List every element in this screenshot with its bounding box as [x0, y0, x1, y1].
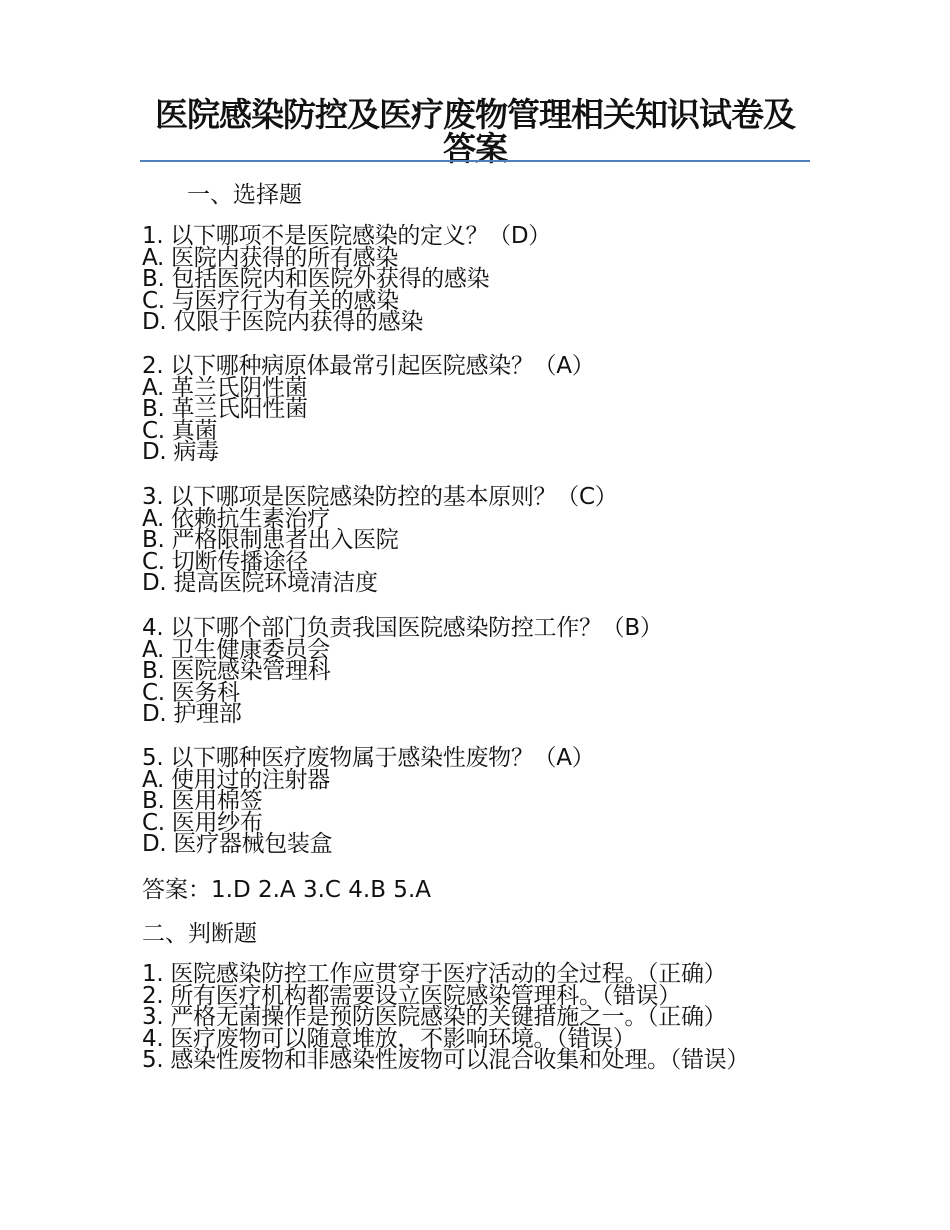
question-4: [142, 615, 782, 727]
judgement-item: 3. 严格无菌操作是预防医院感染的关键措施之一。（正确）: [142, 1004, 727, 1030]
option-c: C. 与医疗行为有关的感染: [142, 287, 399, 314]
option-b: B. 革兰氏阳性菌: [142, 396, 308, 422]
answer-key: 答案：1.D 2.A 3.C 4.B 5.A: [142, 877, 431, 903]
option-a: A. 使用过的注射器: [142, 766, 330, 793]
option-d: D. 提高医院环境清洁度: [142, 570, 378, 596]
option-d: D. 护理部: [142, 701, 242, 727]
judgement-item: 2. 所有医疗机构都需要设立医院感染管理科。（错误）: [142, 982, 681, 1009]
judgement-item: 5. 感染性废物和非感染性废物可以混合收集和处理。（错误）: [142, 1047, 750, 1073]
option-a: A. 依赖抗生素治疗: [142, 505, 330, 532]
question-text: 1. 以下哪项不是医院感染的定义？（D）: [142, 223, 551, 249]
section-heading-judgement: 二、判断题: [142, 921, 257, 947]
judgement-item: 4. 医疗废物可以随意堆放，不影响环境。（错误）: [142, 1025, 636, 1052]
option-d: D. 病毒: [142, 439, 219, 465]
question-2: [142, 353, 782, 465]
judgement-list: [142, 961, 792, 1073]
question-text: 5. 以下哪种医疗废物属于感染性废物？（A）: [142, 745, 595, 771]
question-text: 2. 以下哪种病原体最常引起医院感染？（A）: [142, 353, 595, 379]
option-a: A. 革兰氏阴性菌: [142, 374, 308, 401]
question-3: [142, 484, 782, 596]
title-underline: [140, 160, 810, 162]
option-b: B. 包括医院内和医院外获得的感染: [142, 266, 490, 292]
section-heading-choice: 一、选择题: [187, 182, 302, 208]
option-c: C. 切断传播途径: [142, 548, 308, 575]
option-d: D. 仅限于医院内获得的感染: [142, 309, 424, 335]
question-5: [142, 745, 782, 857]
judgement-item: 1. 医院感染防控工作应贯穿于医疗活动的全过程。（正确）: [142, 961, 727, 987]
question-text: 4. 以下哪个部门负责我国医院感染防控工作？（B）: [142, 615, 663, 641]
option-c: C. 医用纱布: [142, 809, 263, 836]
option-b: B. 医院感染管理科: [142, 658, 331, 684]
question-1: [142, 223, 782, 335]
option-c: C. 真菌: [142, 417, 218, 444]
document-title: 医院感染防控及医疗废物管理相关知识试卷及答案: [155, 95, 795, 168]
option-c: C. 医务科: [142, 679, 240, 706]
option-b: B. 严格限制患者出入医院: [142, 527, 399, 553]
option-a: A. 卫生健康委员会: [142, 636, 330, 663]
question-text: 3. 以下哪项是医院感染防控的基本原则？（C）: [142, 484, 618, 510]
option-d: D. 医疗器械包装盒: [142, 831, 333, 857]
option-b: B. 医用棉签: [142, 788, 263, 814]
option-a: A. 医院内获得的所有感染: [142, 244, 399, 271]
